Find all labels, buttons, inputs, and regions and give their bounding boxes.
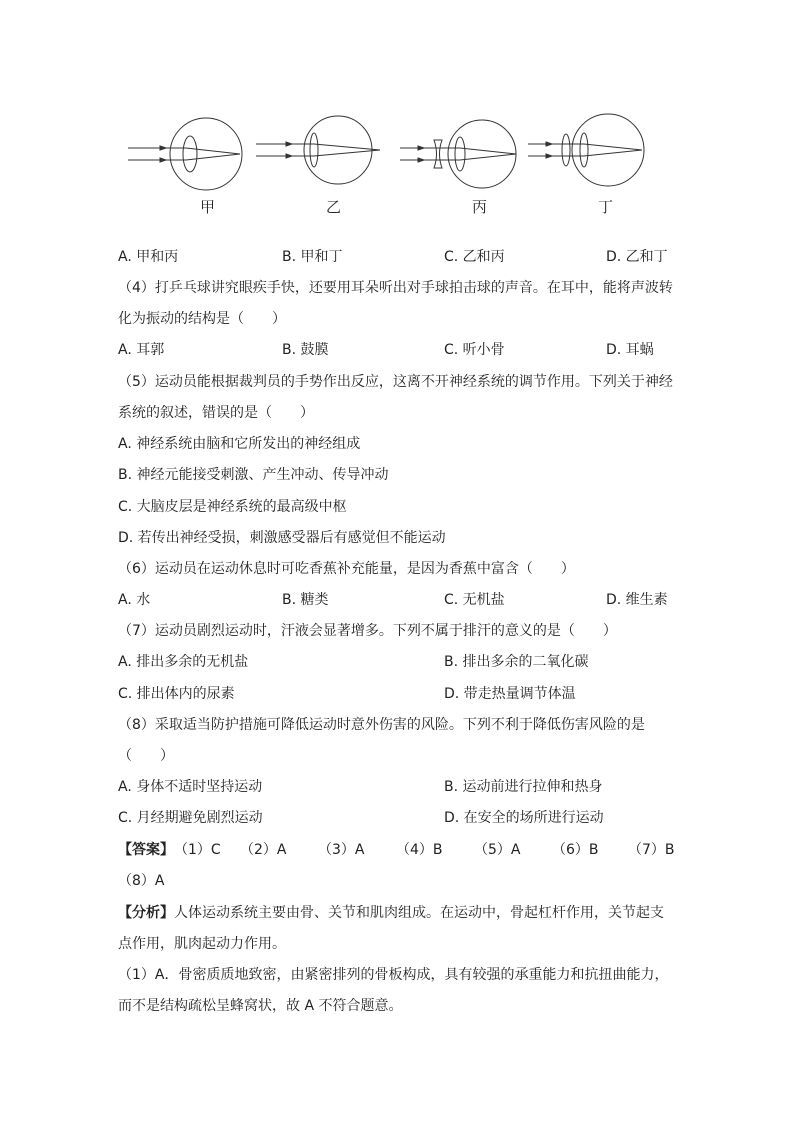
q3-option-b: B. 甲和丁 (282, 249, 343, 265)
answer-label: 【答案】 (118, 842, 174, 858)
q4-option-a: A. 耳郭 (118, 342, 165, 358)
analysis-p2-line1: （1）A．骨密质质地致密，由紧密排列的骨板构成，具有较强的承重能力和抗扭曲能力， (118, 967, 669, 983)
answer-item-3: （3）A (318, 842, 365, 858)
q5-stem-line2: 系统的叙述，错误的是（ ） (118, 405, 314, 421)
q4-stem-line1: （4）打乒乓球讲究眼疾手快，还要用耳朵听出对手球拍击球的声音。在耳中，能将声波转 (118, 280, 673, 296)
q8-option-b: B. 运动前进行拉伸和热身 (444, 779, 603, 795)
figure-label-jia: 甲 (200, 198, 216, 216)
analysis-line2: 点作用，肌肉起动力作用。 (118, 936, 286, 952)
answer-line2: （8）A (118, 873, 165, 889)
answer-item-5: （5）A (474, 842, 521, 858)
q7-option-a: A. 排出多余的无机盐 (118, 654, 249, 670)
q4-option-c: C. 听小骨 (444, 342, 505, 358)
q8-option-a: A. 身体不适时坚持运动 (118, 779, 263, 795)
analysis-line1: 人体运动系统主要由骨、关节和肌肉组成。在运动中，骨起杠杆作用，关节起支 (174, 905, 664, 921)
q4-option-d: D. 耳蜗 (606, 342, 654, 358)
answer-item-7: （7）B (628, 842, 675, 858)
q6-option-c: C. 无机盐 (444, 592, 505, 608)
answer-item-4: （4）B (396, 842, 443, 858)
q6-option-a: A. 水 (118, 592, 151, 608)
q8-stem-line2: （ ） (118, 748, 174, 764)
q5-stem-line1: （5）运动员能根据裁判员的手势作出反应，这离不开神经系统的调节作用。下列关于神经 (118, 374, 673, 390)
figure-label-bing: 丙 (472, 198, 488, 216)
answer-item-2: （2）A (240, 842, 287, 858)
q7-option-c: C. 排出体内的尿素 (118, 686, 235, 702)
q7-option-d: D. 带走热量调节体温 (444, 686, 576, 702)
figure-label-ding: 丁 (598, 198, 614, 216)
eye-diagram-bing (400, 120, 516, 188)
q5-option-c: C. 大脑皮层是神经系统的最高级中枢 (118, 499, 347, 515)
q3-option-a: A. 甲和丙 (118, 249, 179, 265)
analysis-label: 【分析】 (118, 905, 174, 921)
eye-diagram-yi (256, 116, 380, 184)
q8-stem-line1: （8）采取适当防护措施可降低运动时意外伤害的风险。下列不利于降低伤害风险的是 (118, 717, 645, 733)
analysis-p2-line2: 而不是结构疏松呈蜂窝状，故 A 不符合题意。 (118, 998, 403, 1014)
q6-stem: （6）运动员在运动休息时可吃香蕉补充能量，是因为香蕉中富含（ ） (118, 561, 575, 577)
q4-option-b: B. 鼓膜 (282, 342, 329, 358)
q7-option-b: B. 排出多余的二氧化碳 (444, 654, 589, 670)
q6-option-b: B. 糖类 (282, 592, 329, 608)
q8-option-d: D. 在安全的场所进行运动 (444, 810, 604, 826)
answer-item-1: （1）C (174, 842, 221, 858)
q5-option-a: A. 神经系统由脑和它所发出的神经组成 (118, 436, 361, 452)
answer-item-6: （6）B (552, 842, 599, 858)
q3-option-d: D. 乙和丁 (606, 249, 668, 265)
q4-stem-line2: 化为振动的结构是（ ） (118, 311, 286, 327)
eye-diagram-ding (528, 114, 644, 186)
figure-label-yi: 乙 (326, 198, 342, 216)
q6-option-d: D. 维生素 (606, 592, 668, 608)
q8-option-c: C. 月经期避免剧烈运动 (118, 810, 263, 826)
eye-diagram-jia (128, 118, 242, 190)
q5-option-d: D. 若传出神经受损，刺激感受器后有感觉但不能运动 (118, 530, 446, 546)
q7-stem: （7）运动员剧烈运动时，汗液会显著增多。下列不属于排汗的意义的是（ ） (118, 623, 617, 639)
q3-option-c: C. 乙和丙 (444, 249, 505, 265)
q5-option-b: B. 神经元能接受刺激、产生冲动、传导冲动 (118, 467, 389, 483)
